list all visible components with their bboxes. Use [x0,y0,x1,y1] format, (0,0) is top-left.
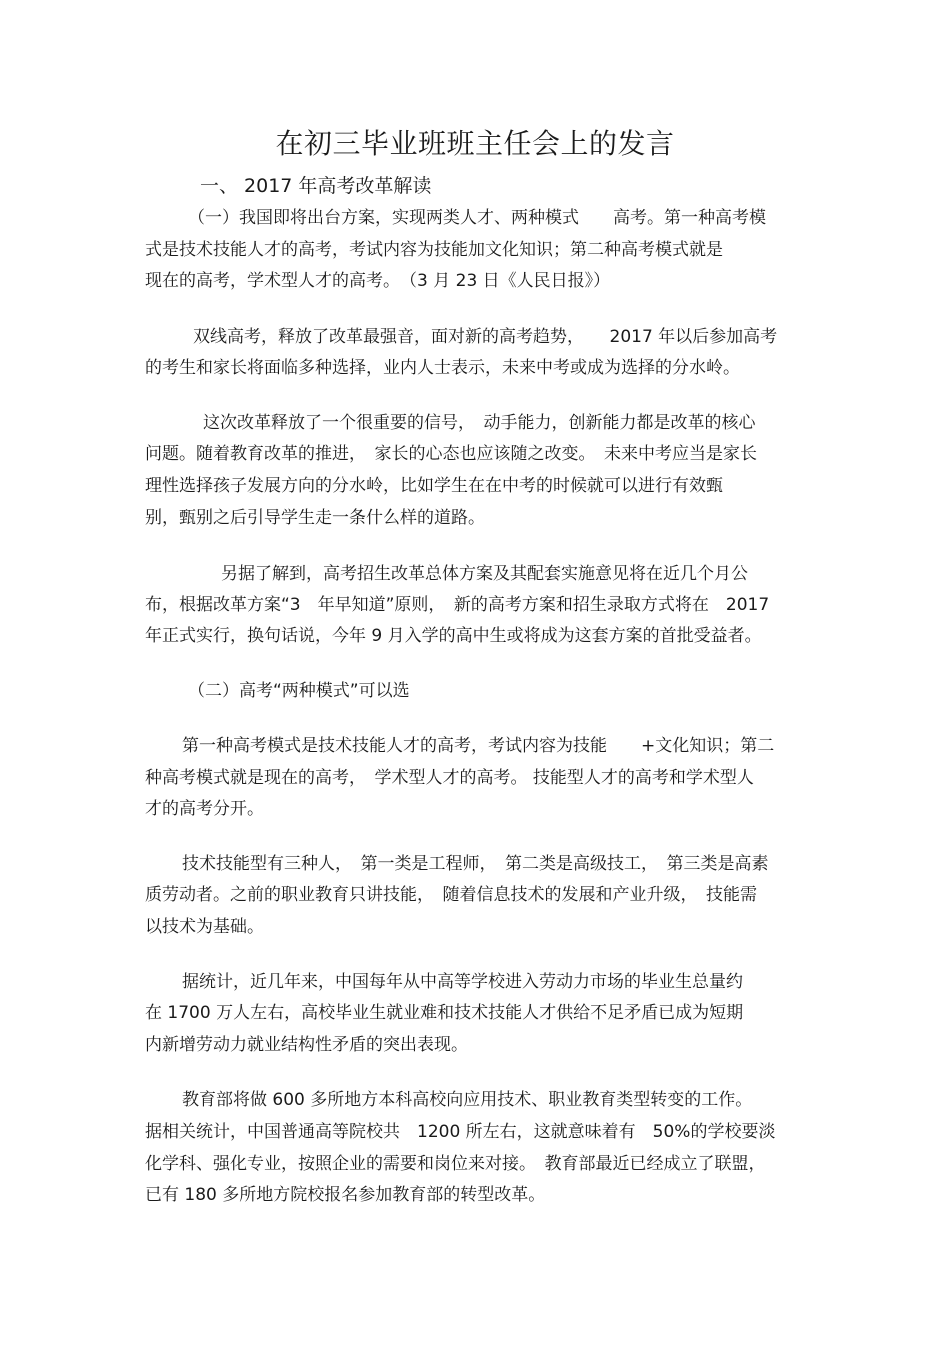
text-line: 技术技能型有三种人， 第一类是工程师， 第二类是高级技工， 第三类是高素 [182,854,769,874]
text-line: 第一种高考模式是技术技能人才的高考，考试内容为技能 +文化知识；第二 [182,736,775,756]
text-line: 问题。随着教育改革的推进， 家长的心态也应该随之改变。 未来中考应当是家长 [145,444,757,464]
subsection-heading: （二）高考“两种模式”可以选 [188,681,410,701]
document-title: 在初三毕业班班主任会上的发言 [275,127,675,160]
text-line: 另据了解到，高考招生改革总体方案及其配套实施意见将在近几个月公 [221,564,748,584]
text-line: 式是技术技能人才的高考，考试内容为技能加文化知识；第二种高考模式就是 [145,240,723,260]
text-line: 布，根据改革方案“3 年早知道”原则， 新的高考方案和招生录取方式将在 2017 [145,595,770,615]
text-line: 据相关统计，中国普通高等院校共 1200 所左右，这就意味着有 50%的学校要淡 [145,1122,776,1142]
text-line: 在 1700 万人左右，高校毕业生就业难和技术技能人才供给不足矛盾已成为短期 [145,1003,744,1023]
text-line: 这次改革释放了一个很重要的信号， 动手能力，创新能力都是改革的核心 [203,413,756,433]
text-line: 化学科、强化专业，按照企业的需要和岗位来对接。 教育部最近已经成立了联盟， [145,1154,766,1174]
text-line: 已有 180 多所地方院校报名参加教育部的转型改革。 [145,1185,546,1205]
text-line: 教育部将做 600 多所地方本科高校向应用技术、职业教育类型转变的工作。 [182,1090,753,1110]
text-line: 内新增劳动力就业结构性矛盾的突出表现。 [145,1035,468,1055]
text-line: 年正式实行，换句话说，今年 9 月入学的高中生或将成为这套方案的首批受益者。 [145,626,762,646]
text-line: 质劳动者。之前的职业教育只讲技能， 随着信息技术的发展和产业升级， 技能需 [145,885,757,905]
text-line: 才的高考分开。 [145,799,264,819]
text-line: 以技术为基础。 [145,917,264,937]
text-line: （一）我国即将出台方案，实现两类人才、两种模式 高考。第一种高考模 [188,208,766,228]
text-line: 的考生和家长将面临多种选择，业内人士表示，未来中考或成为选择的分水岭。 [145,358,740,378]
section-heading: 一、 2017 年高考改革解读 [200,175,432,197]
text-line: 现在的高考，学术型人才的高考。 （3 月 23 日《人民日报》） [145,271,611,291]
text-line: 种高考模式就是现在的高考， 学术型人才的高考。 技能型人才的高考和学术型人 [145,768,754,788]
text-line: 别，甄别之后引导学生走一条什么样的道路。 [145,508,485,528]
text-line: 据统计，近几年来，中国每年从中高等学校进入劳动力市场的毕业生总量约 [182,972,743,992]
text-line: 理性选择孩子发展方向的分水岭，比如学生在在中考的时候就可以进行有效甄 [145,476,723,496]
text-line: 双线高考，释放了改革最强音，面对新的高考趋势， 2017 年以后参加高考 [193,327,778,347]
